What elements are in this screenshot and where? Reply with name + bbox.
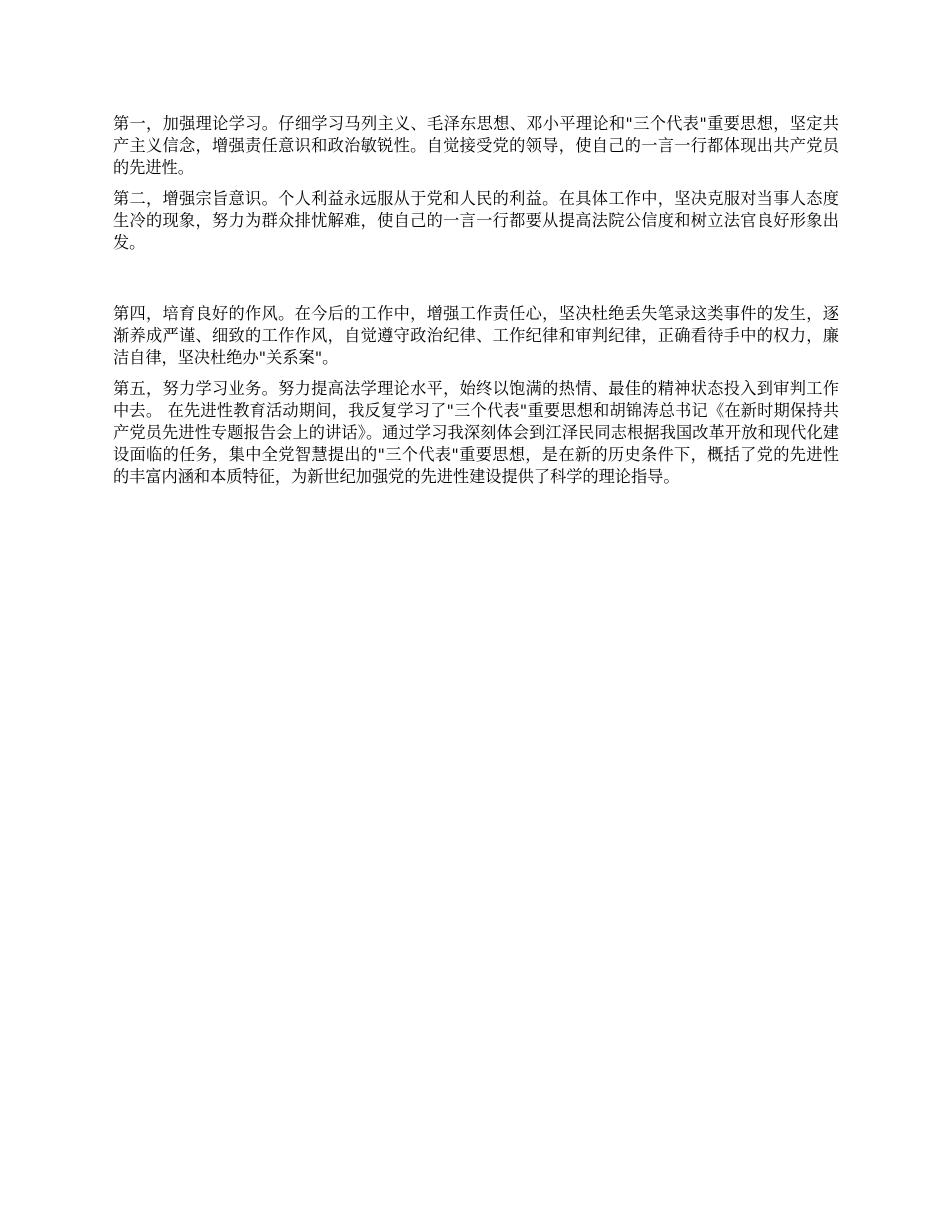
paragraph-business-study: 第五，努力学习业务。努力提高法学理论水平，始终以饱满的热情、最佳的精神状态投入到审判工作中去。 在先进性教育活动期间，我反复学习了"三个代表"重要思想和胡锦涛总书记《在新时期保持共产党员先进性专题报告会上的讲话》。通过学习我深刻体会到江泽民同志根据我国改革开放和现代化建设面临的任务，集中全党智慧提出的"三个代表"重要思想，是在新的历史条件下，概括了党的先进性的丰富内涵和本质特征，为新世纪加强党的先进性建设提供了科学的理论指导。 — [113, 379, 839, 486]
paragraph-gap — [113, 263, 839, 303]
paragraph-purpose-awareness: 第二，增强宗旨意识。个人利益永远服从于党和人民的利益。在具体工作中，坚决克服对当事人态度生冷的现象，努力为群众排忧解难，使自己的一言一行都要从提高法院公信度和树立法官良好形象出发。 — [113, 189, 839, 252]
paragraph-work-style: 第四，培育良好的作风。在今后的工作中，增强工作责任心，坚决杜绝丢失笔录这类事件的发生，逐渐养成严谨、细致的工作作风，自觉遵守政治纪律、工作纪律和审判纪律，正确看待手中的权力，廉洁自律，坚决杜绝办"关系案"。 — [113, 304, 839, 367]
paragraph-theory-study: 第一，加强理论学习。仔细学习马列主义、毛泽东思想、邓小平理论和"三个代表"重要思想，坚定共产主义信念，增强责任意识和政治敏锐性。自觉接受党的领导，使自己的一言一行都体现出共产党员的先进性。 — [113, 114, 839, 177]
document-body — [113, 113, 839, 497]
